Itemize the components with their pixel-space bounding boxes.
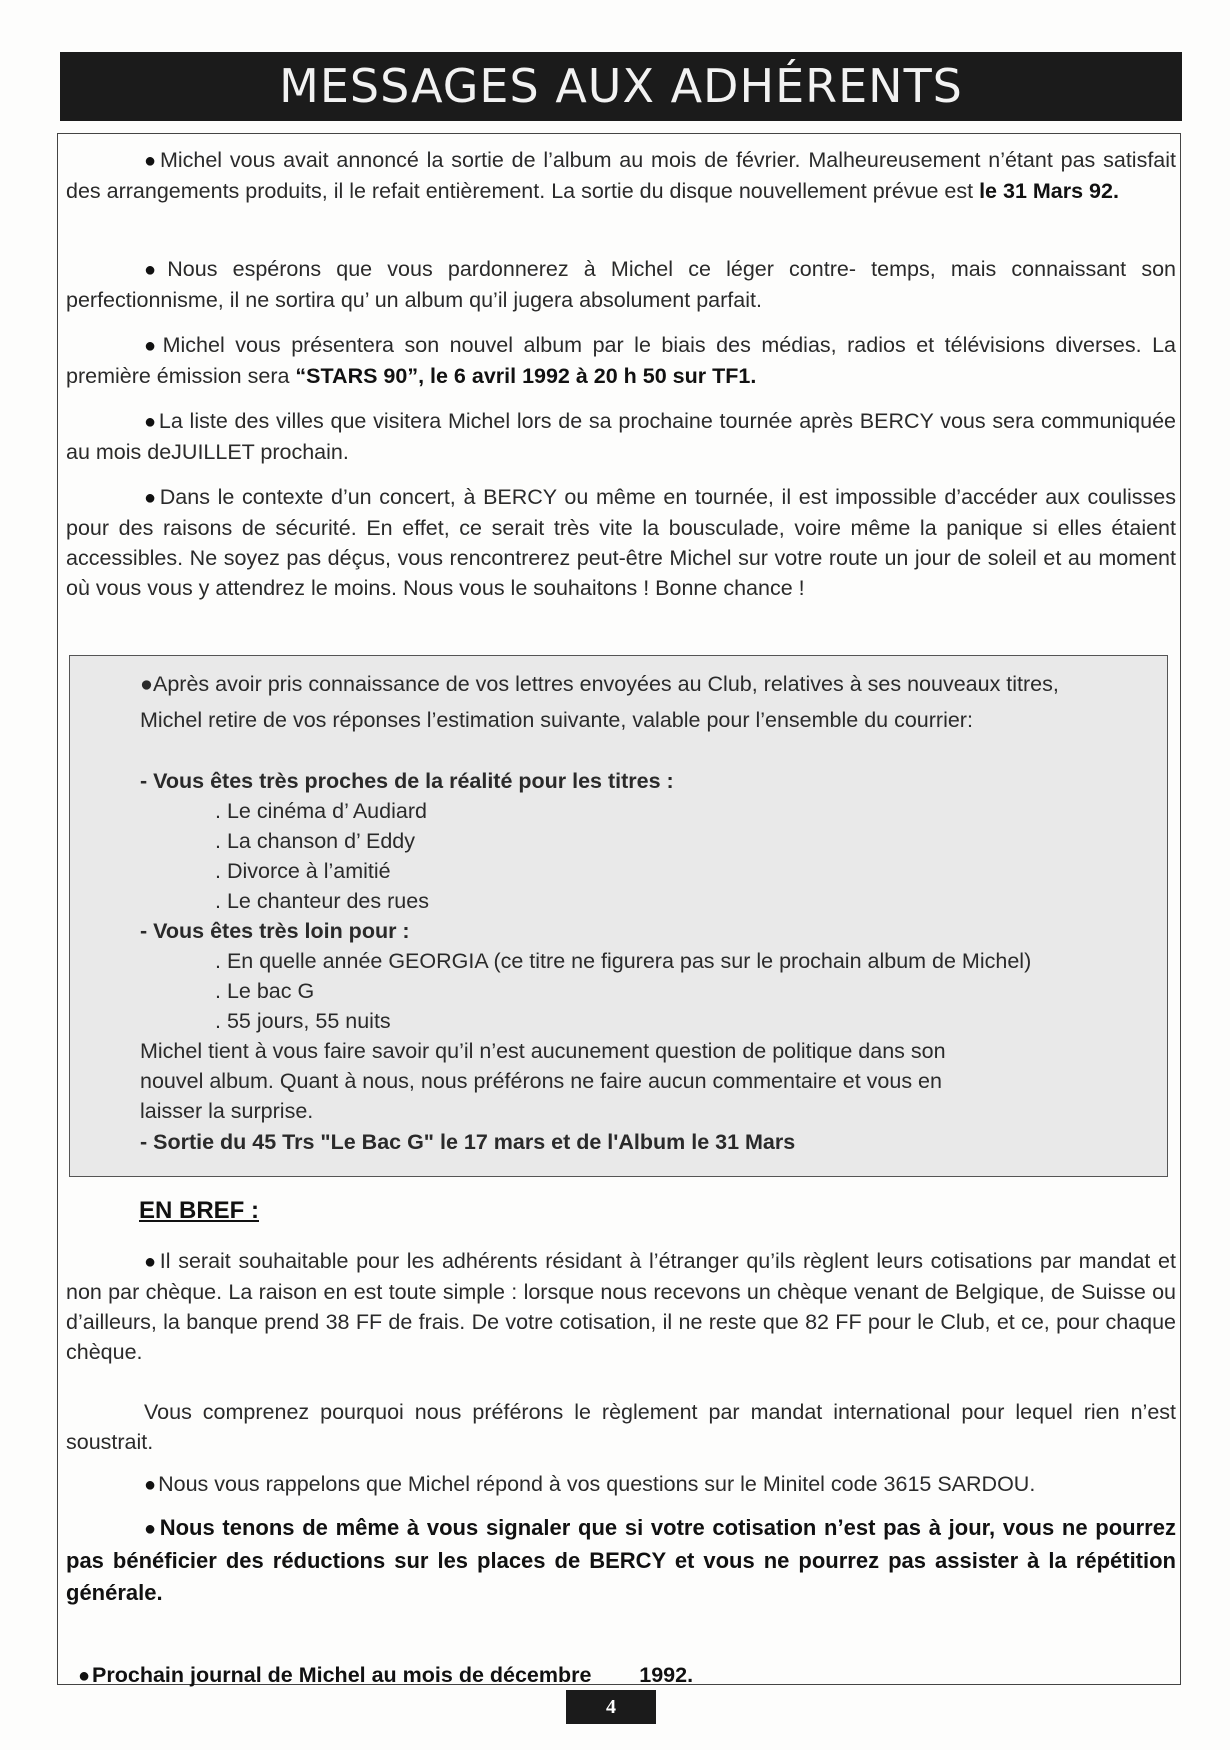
close-titles-heading: - Vous êtes très proches de la réalité pour les titres : bbox=[140, 769, 674, 793]
close-title-item: . Le cinéma d’ Audiard bbox=[215, 799, 427, 823]
paragraph-apology: ●Nous espérons que vous pardonnerez à Michel ce léger contre- temps, mais connaissant son perfectionnisme, il ne sortira qu’ un album qu’il jugera absolument parfait. bbox=[66, 257, 1176, 312]
page-title: MESSAGES AUX ADHÉRENTS bbox=[279, 59, 963, 113]
bullet-icon: ● bbox=[144, 335, 161, 357]
page-title-banner bbox=[60, 52, 1182, 121]
bullet-icon: ● bbox=[77, 1665, 91, 1687]
politics-note-line-2: nouvel album. Quant à nous, nous préférons ne faire aucun commentaire et vous en bbox=[140, 1069, 942, 1093]
box-intro-line-1: ●Après avoir pris connaissance de vos lettres envoyées au Club, relatives à ses nouveaux titres, bbox=[140, 672, 1059, 696]
bullet-icon: ● bbox=[140, 672, 153, 696]
bullet-icon: ● bbox=[144, 1251, 158, 1273]
bullet-icon: ● bbox=[144, 411, 157, 433]
en-bref-heading: EN BREF : bbox=[139, 1197, 259, 1224]
far-title-item: . En quelle année GEORGIA (ce titre ne figurera pas sur le prochain album de Michel) bbox=[215, 949, 1032, 973]
politics-note-line-3: laisser la surprise. bbox=[140, 1099, 314, 1123]
titles-estimation-box bbox=[69, 655, 1168, 1177]
bullet-icon: ● bbox=[144, 150, 158, 172]
paragraph-tour-cities: ●La liste des villes que visitera Michel lors de sa prochaine tournée après BERCY vous sera communiquée au mois deJUILLET prochain. bbox=[66, 409, 1176, 464]
close-title-item: . Divorce à l’amitié bbox=[215, 859, 391, 883]
paragraph-minitel: ●Nous vous rappelons que Michel répond à vos questions sur le Minitel code 3615 SARDOU. bbox=[144, 1472, 1036, 1496]
bullet-icon: ● bbox=[144, 1474, 157, 1496]
release-dates: - Sortie du 45 Trs "Le Bac G" le 17 mars et de l'Album le 31 Mars bbox=[140, 1130, 796, 1154]
bullet-icon: ● bbox=[144, 487, 158, 509]
far-title-item: . Le bac G bbox=[215, 979, 315, 1003]
close-title-item: . La chanson d’ Eddy bbox=[215, 829, 416, 853]
paragraph-foreign-payment: ●Il serait souhaitable pour les adhérents résidant à l’étranger qu’ils règlent leurs cotisations par mandat et non par chèque. La raison en est toute simple : lorsque nous recevons un chèque venant de Belgique, de Suisse ou d’ailleurs, la banque prend 38 FF de frais. De votre cotisation, il ne reste que 82 FF pour le Club, et ce, pour chaque chèque. bbox=[66, 1249, 1176, 1364]
paragraph-media: ●Michel vous présentera son nouvel album par le biais des médias, radios et télévisions diverses. La première émission sera “STARS 90”, le 6 avril 1992 à 20 h 50 sur TF1. bbox=[66, 333, 1176, 388]
politics-note-line-1: Michel tient à vous faire savoir qu’il n’est aucunement question de politique dans son bbox=[140, 1039, 946, 1063]
page-number: 4 bbox=[566, 1690, 656, 1724]
paragraph-next-journal: ●Prochain journal de Michel au mois de décembre 1992. bbox=[77, 1663, 694, 1687]
far-titles-heading: - Vous êtes très loin pour : bbox=[140, 919, 410, 943]
paragraph-international-mandate: Vous comprenez pourquoi nous préférons le règlement par mandat international pour lequel rien n’est soustrait. bbox=[66, 1400, 1176, 1454]
paragraph-album-release: ●Michel vous avait annoncé la sortie de l’album au mois de février. Malheureusement n’étant pas satisfait des arrangements produits, il le refait entièrement. La sortie du disque nouvellement prévue est le 31 Mars 92. bbox=[66, 148, 1176, 203]
close-title-item: . Le chanteur des rues bbox=[215, 889, 429, 913]
far-title-item: . 55 jours, 55 nuits bbox=[215, 1009, 391, 1033]
bullet-icon: ● bbox=[144, 1518, 158, 1540]
box-intro-line-2: Michel retire de vos réponses l’estimation suivante, valable pour l’ensemble du courrier: bbox=[140, 708, 973, 732]
paragraph-backstage: ●Dans le contexte d’un concert, à BERCY ou même en tournée, il est impossible d’accéder aux coulisses pour des raisons de sécurité. En effet, ce serait très vite la bousculade, voire même la panique si elles étaient accessibles. Ne soyez pas déçus, vous rencontrerez peut-être Michel sur votre route un jour de soleil et au moment où vous vous y attendrez le moins. Nous vous le souhaitons ! Bonne chance ! bbox=[66, 485, 1176, 600]
bullet-icon: ● bbox=[144, 259, 166, 281]
paragraph-membership-warning: ●Nous tenons de même à vous signaler que si votre cotisation n’est pas à jour, vous ne pourrez pas bénéficier des réductions sur les places de BERCY et vous ne pourrez pas assister à la répétition générale. bbox=[66, 1515, 1176, 1605]
